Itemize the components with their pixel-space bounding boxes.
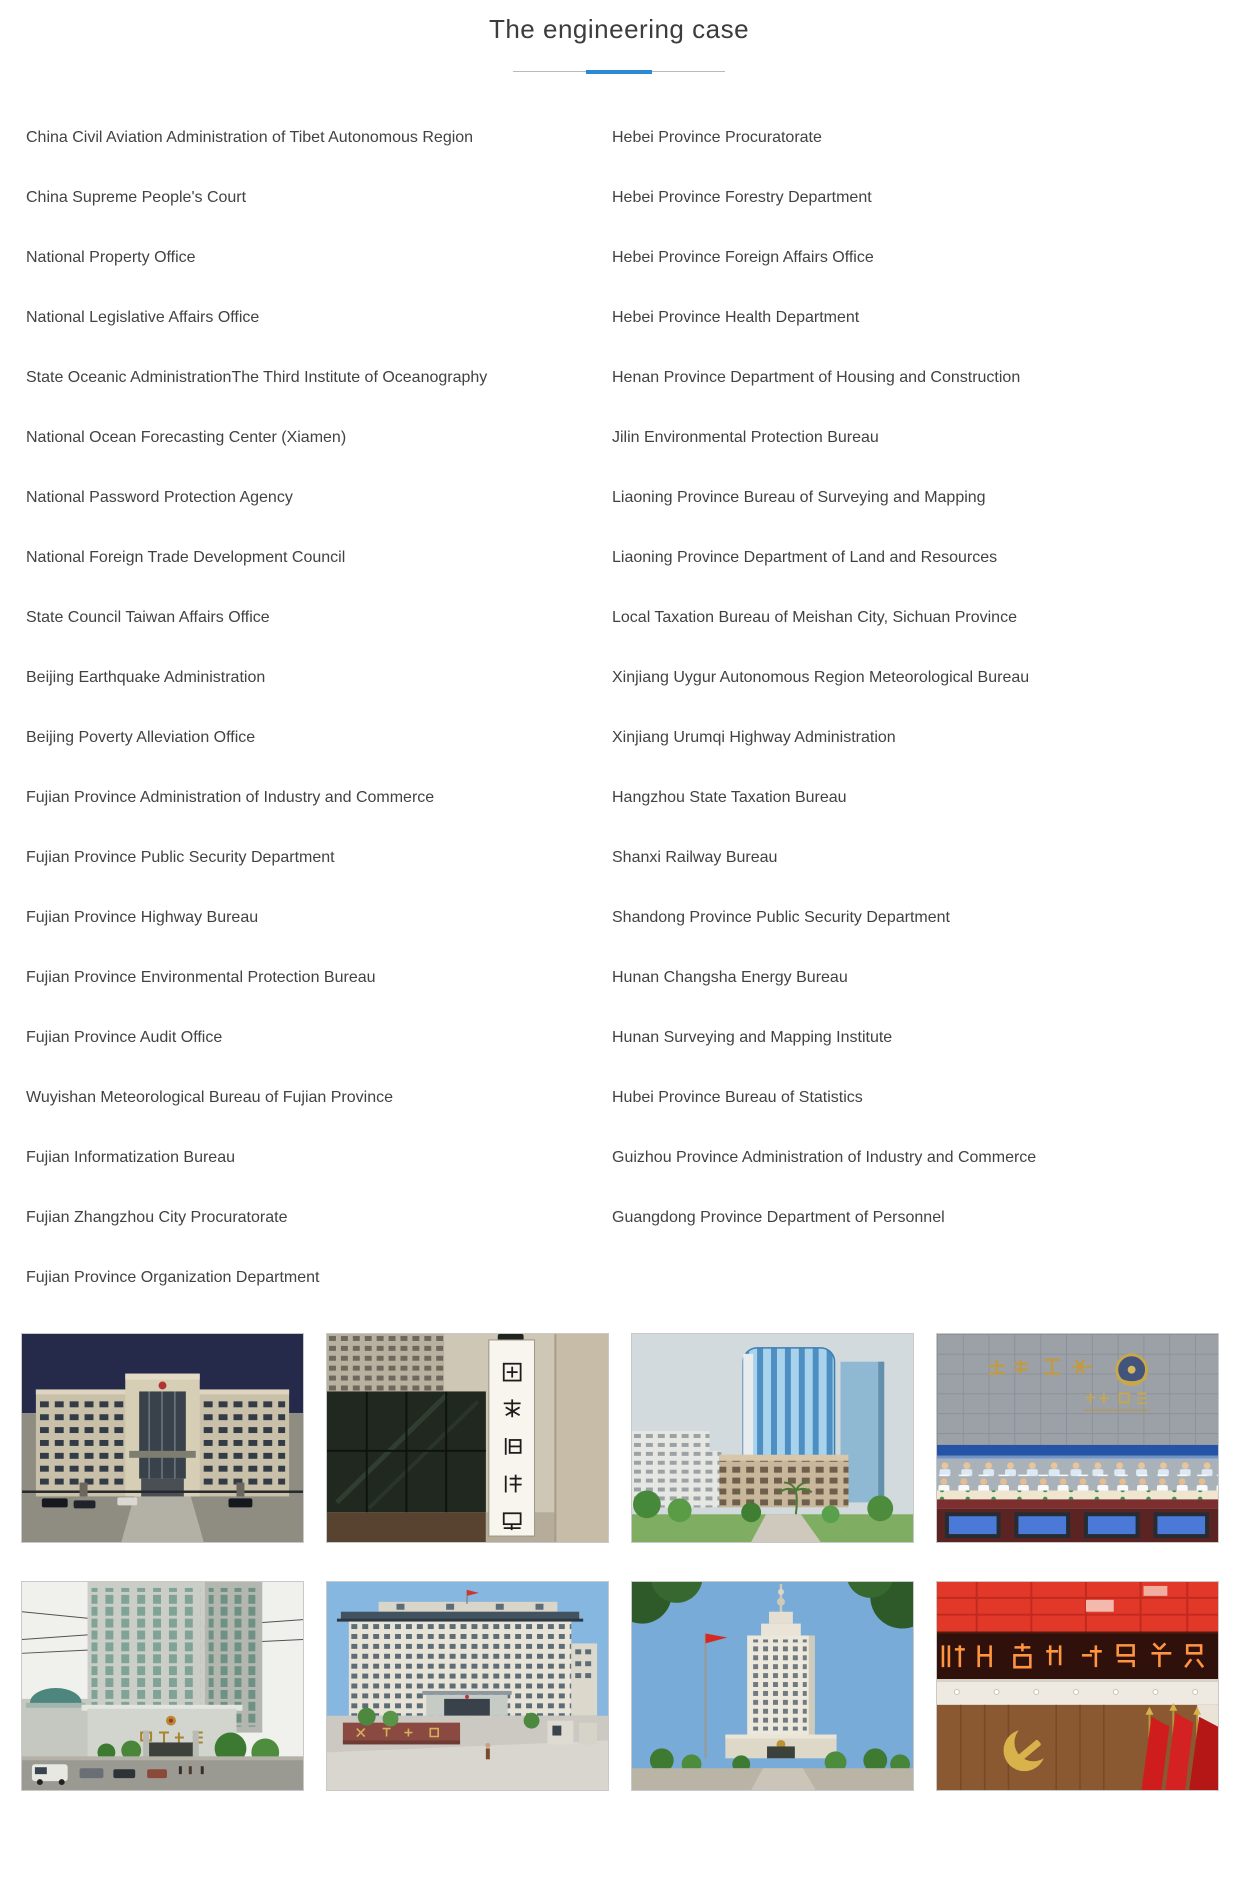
case-item: Liaoning Province Bureau of Surveying and Mapping — [612, 489, 986, 506]
case-item: State Oceanic AdministrationThe Third Institute of Oceanography — [26, 369, 488, 386]
title-divider — [513, 71, 725, 72]
case-item: Liaoning Province Department of Land and Resources — [612, 549, 998, 566]
case-item: Jilin Environmental Protection Bureau — [612, 429, 879, 446]
page-title: The engineering case — [488, 14, 750, 44]
case-item: Fujian Province Organization Department — [26, 1269, 320, 1286]
taxation-tower-street-photo[interactable] — [21, 1581, 304, 1791]
case-item: Fujian Province Audit Office — [26, 1029, 223, 1046]
case-item: Shanxi Railway Bureau — [612, 849, 778, 866]
divider-accent-bar — [586, 70, 652, 74]
case-item: Hunan Changsha Energy Bureau — [612, 969, 848, 986]
case-item: Guizhou Province Administration of Industry and Commerce — [612, 1149, 1037, 1166]
case-item: Henan Province Department of Housing and Construction — [612, 369, 1021, 386]
case-item: Beijing Earthquake Administration — [26, 669, 266, 686]
case-item: Local Taxation Bureau of Meishan City, Sichuan Province — [612, 609, 1017, 626]
case-item: National Ocean Forecasting Center (Xiamen) — [26, 429, 347, 446]
case-item: Hebei Province Foreign Affairs Office — [612, 249, 874, 266]
case-item: National Property Office — [26, 249, 196, 266]
case-item: Xinjiang Urumqi Highway Administration — [612, 729, 896, 746]
photo-illustration — [937, 1582, 1218, 1790]
case-item: Hubei Province Bureau of Statistics — [612, 1089, 863, 1106]
case-item: Hunan Surveying and Mapping Institute — [612, 1029, 893, 1046]
party-meeting-room-photo[interactable] — [936, 1581, 1219, 1791]
case-item: Fujian Zhangzhou City Procuratorate — [26, 1209, 288, 1226]
case-item: Fujian Province Highway Bureau — [26, 909, 259, 926]
case-item: China Civil Aviation Administration of Tibet Autonomous Region — [26, 129, 474, 146]
case-item: National Password Protection Agency — [26, 489, 293, 506]
state-oceanic-administration-entrance-photo[interactable] — [326, 1333, 609, 1543]
wide-government-office-building-photo[interactable] — [326, 1581, 609, 1791]
case-item: Guangdong Province Department of Personnel — [612, 1209, 945, 1226]
case-item: National Foreign Trade Development Council — [26, 549, 346, 566]
case-item: Shandong Province Public Security Department — [612, 909, 950, 926]
white-tower-with-spire-photo[interactable] — [631, 1581, 914, 1791]
case-item: Fujian Province Environmental Protection Bureau — [26, 969, 376, 986]
case-item: Wuyishan Meteorological Bureau of Fujian Province — [26, 1089, 394, 1106]
case-list-right — [612, 108, 1036, 1248]
government-building-dusk-photo[interactable] — [21, 1333, 304, 1543]
case-item: Hebei Province Forestry Department — [612, 189, 872, 206]
case-item: Hebei Province Procuratorate — [612, 129, 822, 146]
police-conference-hall-photo[interactable] — [936, 1333, 1219, 1543]
case-item: Fujian Province Public Security Department — [26, 849, 335, 866]
photo-illustration — [632, 1334, 913, 1542]
case-item: National Legislative Affairs Office — [26, 309, 260, 326]
case-item: Hebei Province Health Department — [612, 309, 860, 326]
blue-glass-office-building-photo[interactable] — [631, 1333, 914, 1543]
case-item: Fujian Province Administration of Industry and Commerce — [26, 789, 435, 806]
case-item: State Council Taiwan Affairs Office — [26, 609, 270, 626]
photo-illustration — [937, 1334, 1218, 1542]
case-item: Xinjiang Uygur Autonomous Region Meteorological Bureau — [612, 669, 1030, 686]
case-list-left — [26, 108, 487, 1308]
case-item: Fujian Informatization Bureau — [26, 1149, 235, 1166]
photo-illustration — [632, 1582, 913, 1790]
case-item: China Supreme People's Court — [26, 189, 247, 206]
photo-illustration — [22, 1582, 303, 1790]
case-item: Beijing Poverty Alleviation Office — [26, 729, 256, 746]
photo-illustration — [327, 1334, 608, 1542]
photo-illustration — [327, 1582, 608, 1790]
case-item: Hangzhou State Taxation Bureau — [612, 789, 847, 806]
photo-illustration — [22, 1334, 303, 1542]
